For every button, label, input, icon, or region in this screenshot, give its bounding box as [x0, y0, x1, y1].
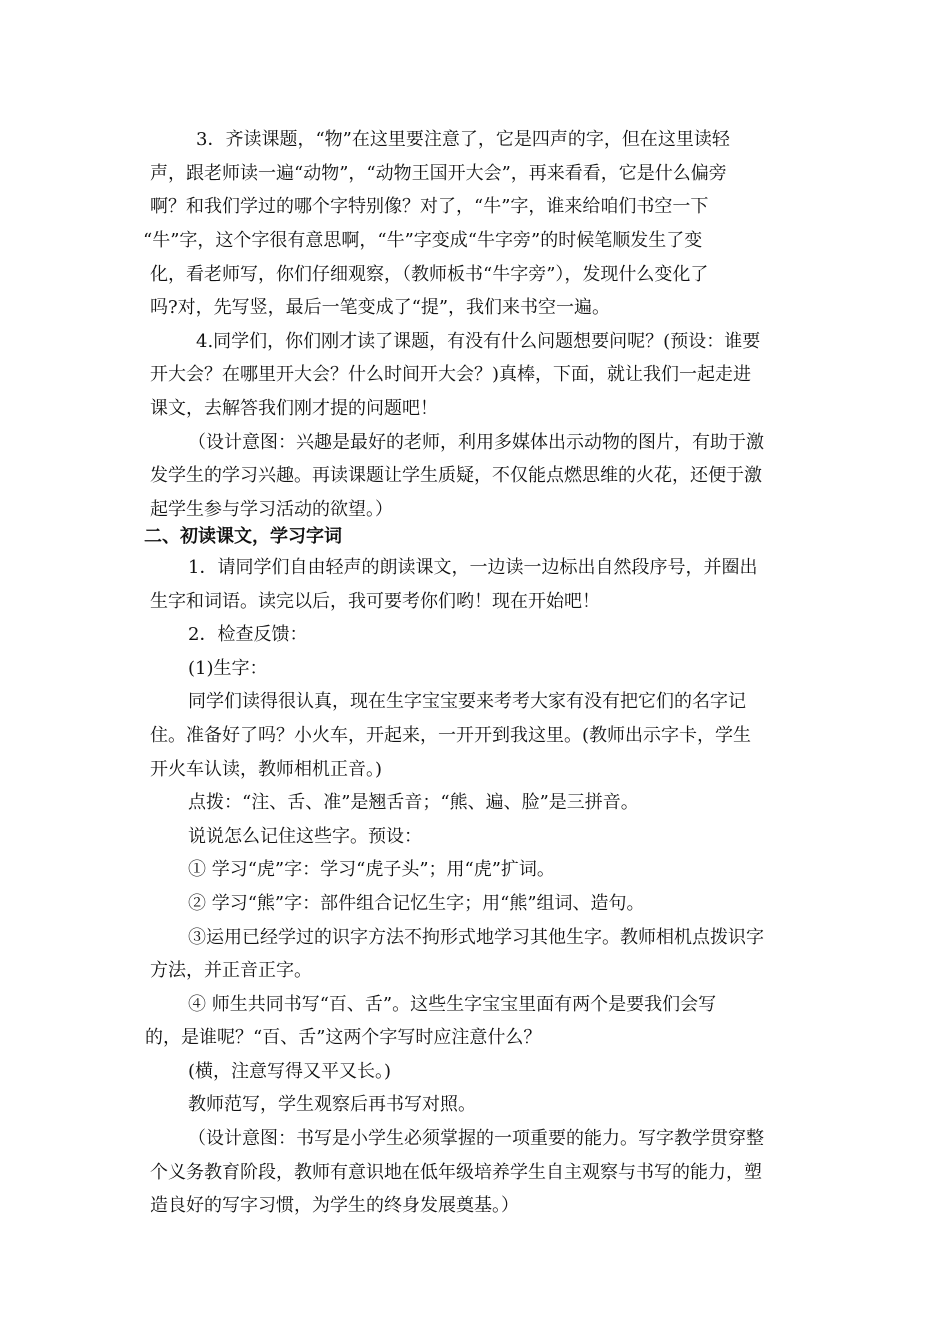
text-line: (横，注意写得又平又长。) [188, 1061, 392, 1082]
text-line: 生字和词语。读完以后，我可要考你们哟！现在开始吧！ [150, 591, 600, 612]
text-line: 2．检查反馈： [188, 624, 308, 645]
text-line: 啊？和我们学过的哪个字特别像？对了，“牛”字，谁来给咱们书空一下 [150, 196, 709, 217]
text-line: 1．请同学们自由轻声的朗读课文，一边读一边标出自然段序号，并圈出 [188, 557, 758, 578]
text-line: 住。准备好了吗？小火车，开起来，一开开到我这里。(教师出示字卡，学生 [150, 725, 752, 746]
text-line: 4.同学们，你们刚才读了课题，有没有什么问题想要问呢？(预设：谁要 [196, 331, 761, 352]
text-line: 个义务教育阶段，教师有意识地在低年级培养学生自主观察与书写的能力，塑 [150, 1162, 762, 1183]
text-line: 说说怎么记住这些字。预设： [188, 826, 422, 847]
text-line: 3．齐读课题，“物”在这里要注意了，它是四声的字，但在这里读轻 [196, 129, 730, 150]
text-line: “牛”字，这个字很有意思啊，“牛”字变成“牛字旁”的时候笔顺发生了变 [143, 230, 703, 251]
text-line: 化，看老师写，你们仔细观察，（教师板书“牛字旁”），发现什么变化了 [150, 264, 709, 285]
text-line: （设计意图：书写是小学生必须掌握的一项重要的能力。写字教学贯穿整 [188, 1128, 764, 1149]
text-line: 开火车认读，教师相机正音。) [150, 759, 383, 780]
text-line: 发学生的学习兴趣。再读课题让学生质疑，不仅能点燃思维的火花，还便于激 [150, 465, 762, 486]
text-line: (1)生字： [188, 658, 268, 679]
text-line: 教师范写，学生观察后再书写对照。 [188, 1094, 476, 1115]
text-line: 同学们读得很认真，现在生字宝宝要来考考大家有没有把它们的名字记 [188, 691, 746, 712]
text-line: 造良好的写字习惯，为学生的终身发展奠基。） [150, 1195, 519, 1216]
text-line: 声，跟老师读一遍“动物”，“动物王国开大会”，再来看看，它是什么偏旁 [150, 163, 727, 184]
text-line: ④ 师生共同书写“百、舌”。这些生字宝宝里面有两个是要我们会写 [188, 994, 717, 1015]
text-line: ① 学习“虎”字：学习“虎子头”；用“虎”扩词。 [188, 859, 555, 880]
text-line: 开大会？在哪里开大会？什么时间开大会？)真棒，下面，就让我们一起走进 [150, 364, 752, 385]
text-line: 课文，去解答我们刚才提的问题吧！ [150, 398, 438, 419]
text-line: （设计意图：兴趣是最好的老师，利用多媒体出示动物的图片，有助于激 [188, 432, 764, 453]
text-line: 点拨：“注、舌、准”是翘舌音；“熊、遍、脸”是三拼音。 [188, 792, 639, 813]
text-line: 方法，并正音正字。 [150, 960, 312, 981]
text-line: 起学生参与学习活动的欲望。） [150, 499, 393, 520]
text-line: ② 学习“熊”字：部件组合记忆生字；用“熊”组词、造句。 [188, 893, 645, 914]
text-line: 吗?对，先写竖，最后一笔变成了“提”，我们来书空一遍。 [150, 297, 611, 318]
text-line: 的，是谁呢？“百、舌”这两个字写时应注意什么？ [145, 1027, 542, 1048]
section-heading: 二、初读课文，学习字词 [144, 526, 342, 547]
text-line: ③运用已经学过的识字方法不拘形式地学习其他生字。教师相机点拨识字 [188, 927, 764, 948]
